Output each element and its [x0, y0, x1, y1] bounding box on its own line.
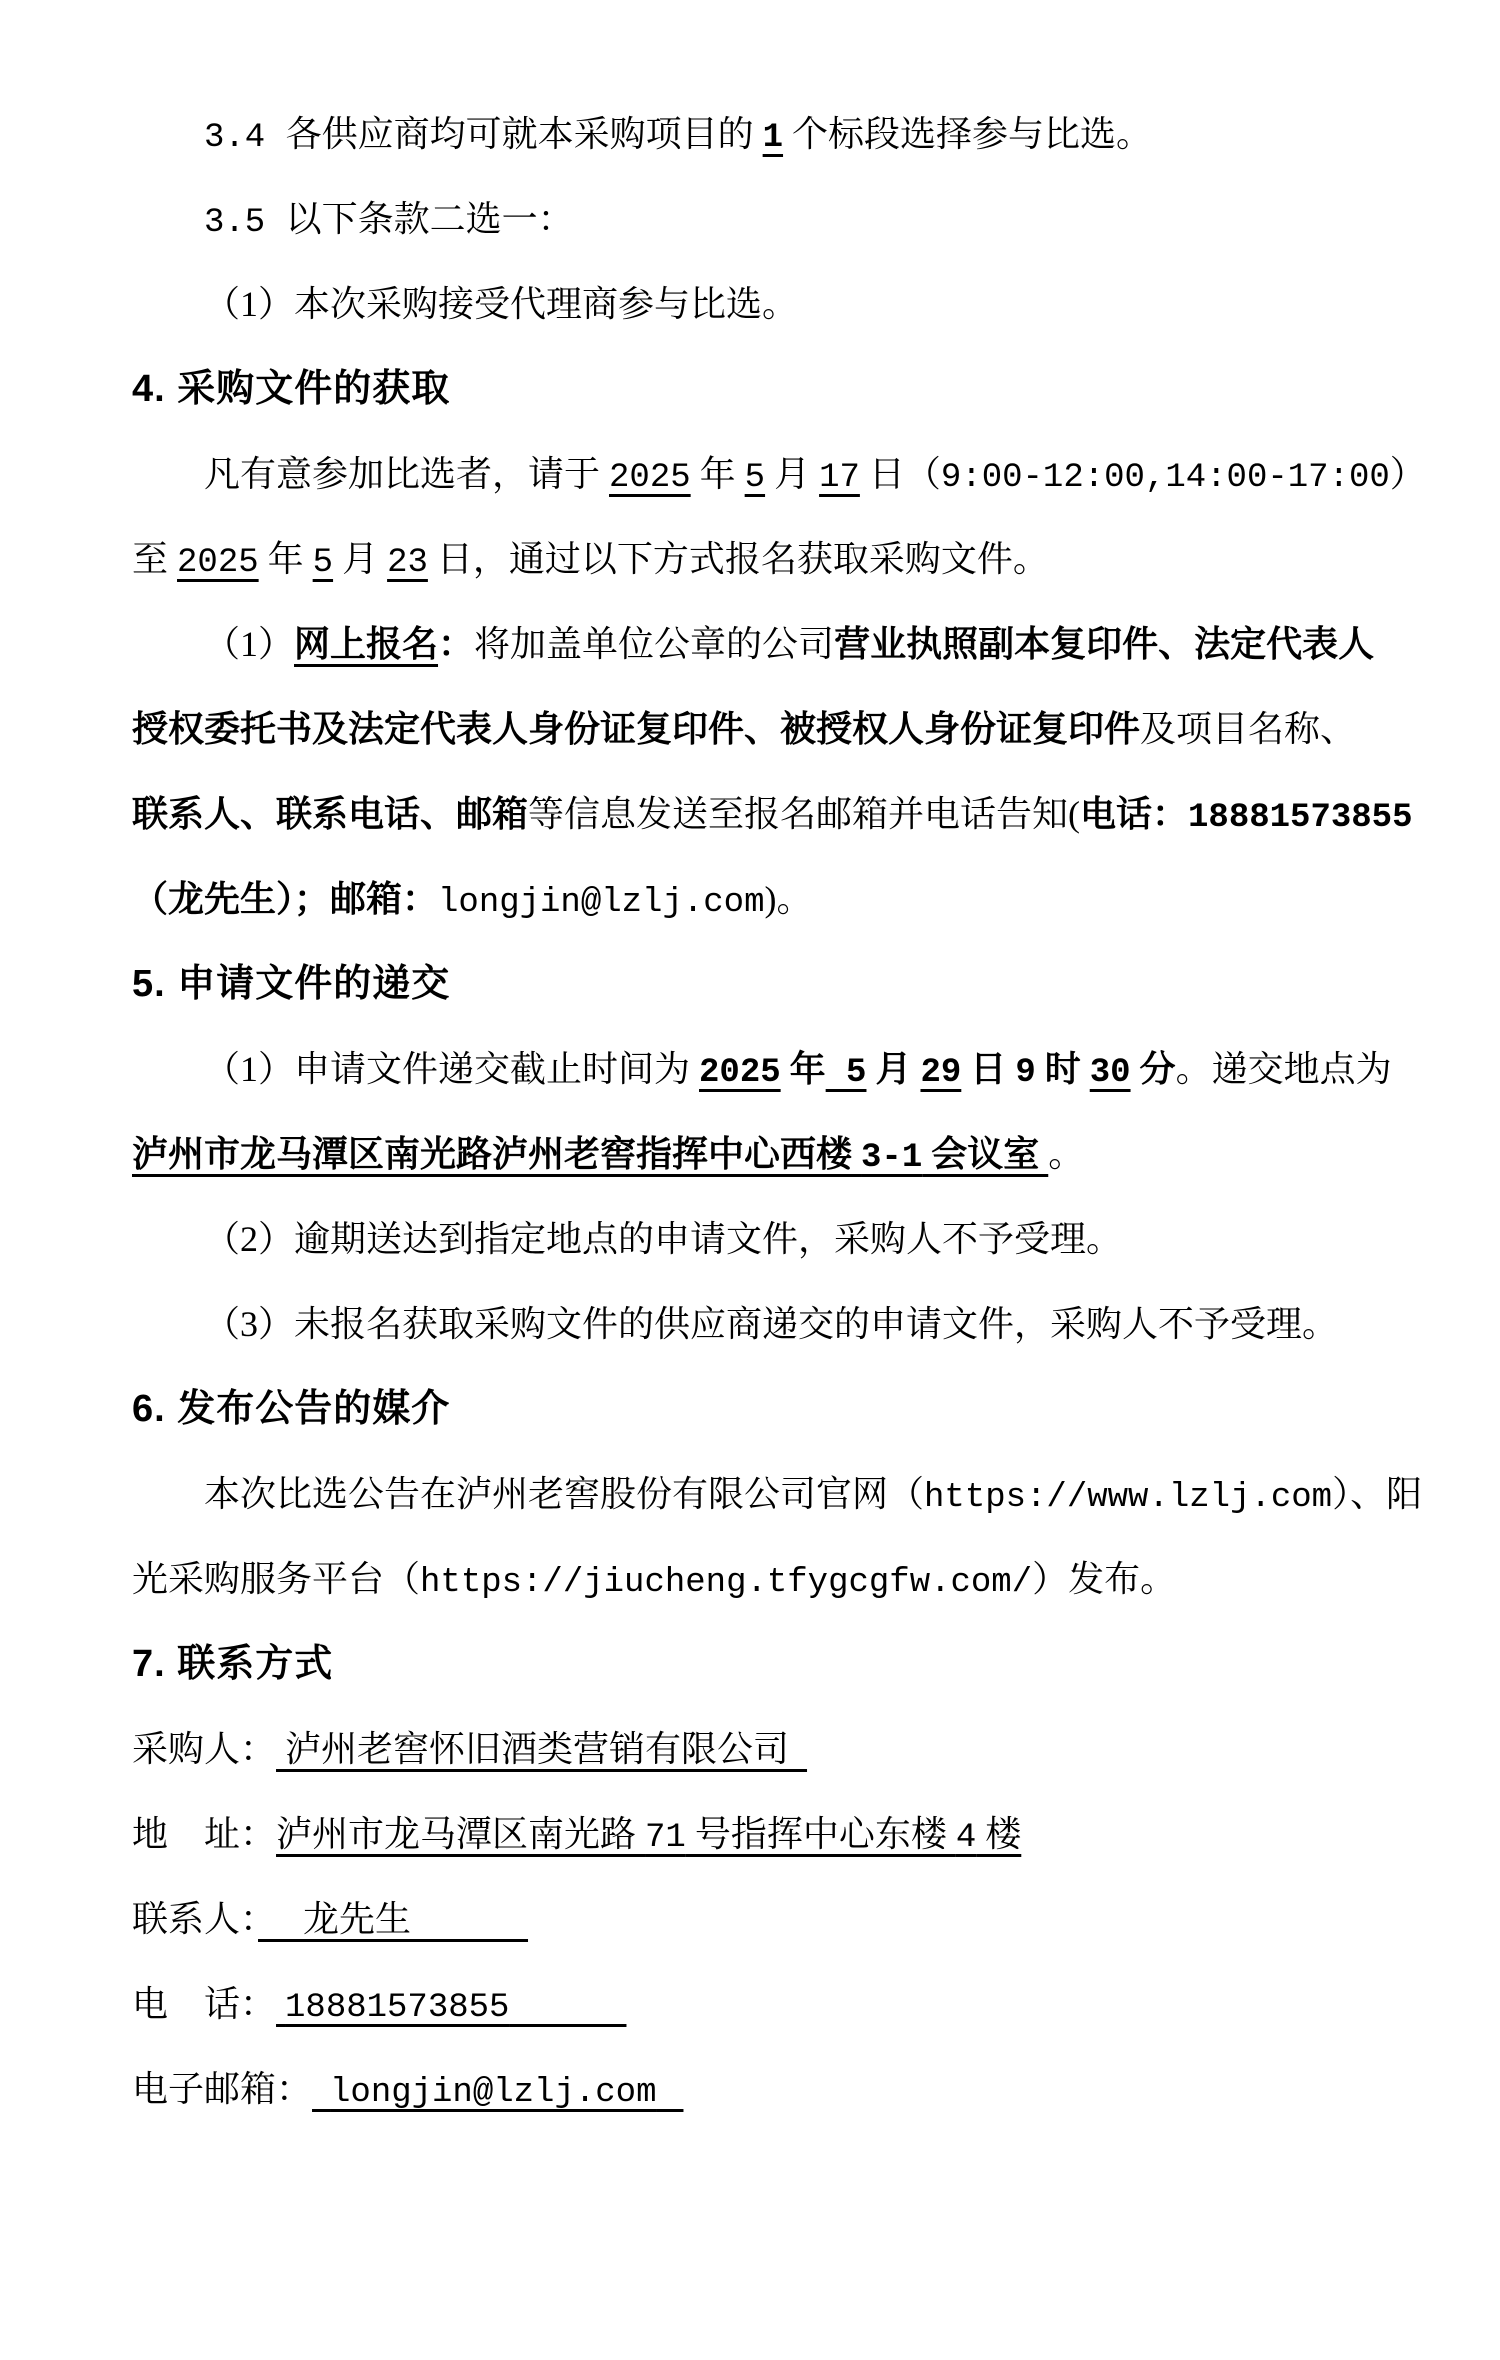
text-segment: 18881573855 — [285, 1989, 510, 2027]
text-segment: ： — [438, 624, 475, 664]
para-registration-line-1 — [132, 432, 1442, 517]
clause-3-4 — [132, 92, 1442, 177]
contact-person — [132, 1877, 1442, 1962]
text-segment: 5. 申请文件的递交 — [132, 963, 451, 1005]
text-segment: 电子邮箱： — [132, 2069, 313, 2109]
text-segment: 日，通过以下方式报名获取采购文件。 — [427, 539, 1049, 579]
text-segment: 龙先生 — [258, 1899, 529, 1939]
text-segment: 2025 — [699, 1054, 781, 1092]
para-announcement-line-2 — [132, 1537, 1442, 1622]
text-segment: 5 — [744, 459, 766, 497]
para-submission-deadline — [132, 1027, 1442, 1112]
text-segment — [312, 2069, 330, 2109]
text-segment: 本次比选公告在泸州老窖股份有限公司官网（ — [204, 1474, 925, 1514]
text-segment: 3.5 — [204, 204, 286, 242]
clause-overdue-rejected — [132, 1197, 1442, 1282]
text-segment: 泸州老窖怀旧酒类营销有限公司 — [276, 1729, 808, 1769]
text-segment: 17 — [819, 459, 860, 497]
text-segment: 将加盖单位公章的公司 — [474, 624, 835, 664]
text-segment: 时 — [1035, 1049, 1090, 1089]
text-segment: 4 — [955, 1819, 977, 1857]
text-segment: 个标段选择参与比选。 — [783, 114, 1153, 154]
para-online-signup-line-1 — [132, 602, 1442, 687]
text-segment: 会议室 — [922, 1134, 1049, 1174]
para-online-signup-line-4 — [132, 857, 1442, 942]
text-segment: 月 — [866, 1049, 921, 1089]
text-segment: 联系人： — [132, 1899, 259, 1939]
text-segment: 30 — [1089, 1054, 1131, 1092]
text-segment: 营业执照副本复印件、法定代表人 — [834, 624, 1375, 664]
contact-purchaser — [132, 1707, 1442, 1792]
text-segment: （3）未报名获取采购文件的供应商递交的申请文件，采购人不予受理。 — [204, 1304, 1339, 1344]
text-segment: 分 — [1130, 1049, 1176, 1089]
text-segment: 7. 联系方式 — [132, 1643, 334, 1685]
text-segment: 23 — [387, 544, 428, 582]
text-segment: 及项目名称、 — [1140, 709, 1357, 749]
text-segment: （1） — [204, 624, 295, 664]
text-segment: 9:00-12:00,14:00-17:00 — [940, 459, 1390, 497]
para-submission-location — [132, 1112, 1442, 1197]
text-segment: 4. 采购文件的获取 — [132, 368, 451, 410]
text-segment: 网上报名 — [294, 624, 439, 664]
text-segment — [276, 1984, 285, 2024]
text-segment: （2）逾期送达到指定地点的申请文件，采购人不予受理。 — [204, 1219, 1123, 1259]
text-segment: 71 — [645, 1819, 686, 1857]
text-segment: 光采购服务平台（ — [132, 1559, 421, 1599]
text-segment: 5 — [312, 544, 334, 582]
text-segment: （1）本次采购接受代理商参与比选。 — [204, 284, 799, 324]
heading-section-7 — [132, 1622, 1442, 1707]
text-segment: 日（ — [859, 454, 941, 494]
text-segment: 2025 — [177, 544, 259, 582]
text-segment: ）发布。 — [1032, 1559, 1177, 1599]
text-segment: 日 — [961, 1049, 1016, 1089]
text-segment: https://jiucheng.tfygcgfw.com/ — [420, 1564, 1033, 1602]
text-segment: 电话： — [1080, 794, 1189, 834]
text-segment — [509, 1984, 626, 2024]
text-segment: 。递交地点为 — [1175, 1049, 1392, 1089]
text-segment: 29 — [920, 1054, 962, 1092]
contact-phone — [132, 1962, 1442, 2047]
text-segment: 年 — [258, 539, 313, 579]
clause-3-5 — [132, 177, 1442, 262]
text-segment: 电 话： — [132, 1984, 277, 2024]
text-segment: 3-1 — [861, 1139, 923, 1177]
text-segment: 年 — [690, 454, 745, 494]
text-segment: 。 — [1048, 1134, 1085, 1174]
text-segment: 18881573855 — [1188, 799, 1413, 837]
text-segment: 2025 — [609, 459, 691, 497]
text-segment: 泸州市龙马潭区南光路 — [276, 1814, 646, 1854]
text-segment: 楼 — [976, 1814, 1022, 1854]
document-body — [132, 92, 1442, 2132]
text-segment: 授权委托书及法定代表人身份证复印件、被授权人身份证复印件 — [132, 709, 1141, 749]
text-segment: 采购人： — [132, 1729, 277, 1769]
text-segment: （龙先生）；邮箱： — [132, 879, 439, 919]
heading-section-5 — [132, 942, 1442, 1027]
text-segment: 9 — [1015, 1054, 1036, 1092]
clause-3-5-option-1 — [132, 262, 1442, 347]
para-online-signup-line-3 — [132, 772, 1442, 857]
text-segment: 泸州市龙马潭区南光路泸州老窖指挥中心西楼 — [132, 1134, 862, 1174]
text-segment: 至 — [132, 539, 178, 579]
text-segment: 6. 发布公告的媒介 — [132, 1388, 451, 1430]
text-segment: )。 — [764, 879, 813, 919]
text-segment: 各供应商均可就本采购项目的 — [285, 114, 763, 154]
text-segment: ）、阳 — [1332, 1474, 1423, 1514]
clause-unregistered-rejected — [132, 1282, 1442, 1367]
text-segment: 年 — [780, 1049, 826, 1089]
text-segment: ） — [1389, 454, 1426, 494]
text-segment: longjin@lzlj.com — [330, 2074, 657, 2112]
text-segment: 以下条款二选一： — [285, 199, 574, 239]
para-registration-line-2 — [132, 517, 1442, 602]
text-segment: 1 — [762, 119, 784, 157]
heading-section-6 — [132, 1367, 1442, 1452]
contact-address — [132, 1792, 1442, 1877]
text-segment: 号指挥中心东楼 — [685, 1814, 956, 1854]
heading-section-4 — [132, 347, 1442, 432]
text-segment: longjin@lzlj.com — [438, 884, 765, 922]
text-segment: 等信息发送至报名邮箱并电话告知( — [528, 794, 1081, 834]
text-segment: 月 — [765, 454, 820, 494]
para-announcement-line-1 — [132, 1452, 1442, 1537]
text-segment: （1）申请文件递交截止时间为 — [204, 1049, 700, 1089]
contact-email — [132, 2047, 1442, 2132]
para-online-signup-line-2 — [132, 687, 1442, 772]
text-segment: 月 — [333, 539, 388, 579]
text-segment: 5 — [825, 1054, 867, 1092]
text-segment: https://www.lzlj.com — [924, 1479, 1333, 1517]
text-segment: 3.4 — [204, 119, 286, 157]
text-segment: 联系人、联系电话、邮箱 — [132, 794, 529, 834]
text-segment — [656, 2069, 683, 2109]
text-segment: 凡有意参加比选者，请于 — [204, 454, 610, 494]
text-segment: 地 址： — [132, 1814, 277, 1854]
